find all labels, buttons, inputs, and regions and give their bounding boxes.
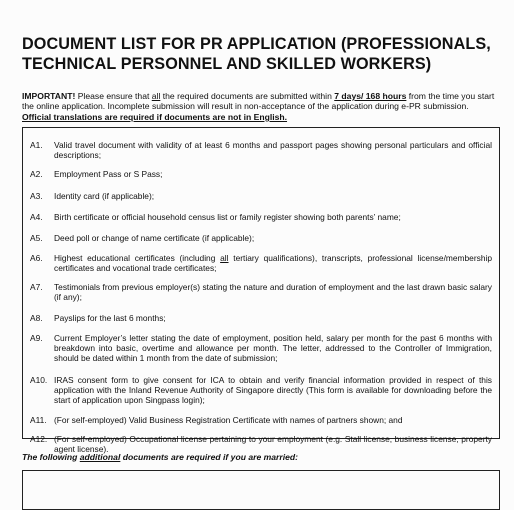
item-number: A11.	[30, 415, 47, 425]
item-number: A1.	[30, 140, 43, 150]
notice-text-1: Please ensure that	[75, 91, 152, 101]
notice-all: all	[151, 91, 161, 101]
married-additional: additional	[79, 452, 121, 462]
list-item-a7	[30, 282, 492, 302]
list-item-a11	[30, 415, 492, 425]
document-title	[22, 34, 502, 74]
document-list-box	[22, 127, 500, 455]
married-heading	[22, 452, 298, 462]
item-number: A3.	[30, 191, 43, 201]
item-text	[54, 253, 492, 273]
title-line-1: DOCUMENT LIST FOR PR APPLICATION (PROFESSIONALS,	[22, 35, 491, 53]
list-item-a4	[30, 212, 492, 222]
item-number: A2.	[30, 169, 43, 179]
translation-note: Official translations are required if documents are not in English.	[22, 111, 288, 122]
notice-text-2: the required documents are submitted within	[160, 91, 335, 101]
item-text: Payslips for the last 6 months;	[54, 313, 166, 323]
married-text-1: The following	[22, 452, 80, 462]
list-item-a10	[30, 375, 492, 406]
item-text: Deed poll or change of name certificate (if applicable);	[54, 233, 255, 243]
item-text: IRAS consent form to give consent for ICA to obtain and verify financial information provided in respect of this application with the Inland Revenue Authority of Singapore directly (This form is available for downloading before the start of application upon Singpass login);	[54, 375, 492, 406]
notice-text-3: from the time you start the online application. Incomplete submission will result in non-acceptance of the application during e-PR submission.	[22, 91, 495, 112]
item-text: Current Employer’s letter stating the date of employment, position held, salary per month for the past 6 months with breakdown into basic, overtime and allowance per month. The letter, addressed to the Controller of Immigration, should be dated within 1 month from the date of submission;	[54, 333, 492, 364]
item-number: A10.	[30, 375, 48, 385]
item-number: A4.	[30, 212, 43, 222]
important-label: IMPORTANT!	[22, 91, 76, 101]
item-text: (For self-employed) Occupational license pertaining to your employment (e.g. Stall license, business license, property agent license).	[54, 434, 492, 455]
item-number: A7.	[30, 282, 43, 292]
list-item-a9	[30, 333, 492, 364]
important-notice	[22, 91, 498, 122]
item-text-pre: Highest educational certificates (including	[54, 253, 221, 263]
title-line-2: TECHNICAL PERSONNEL AND SKILLED WORKERS)	[22, 55, 432, 73]
item-text: Valid travel document with validity of at least 6 months and passport pages showing personal particulars and official descriptions;	[54, 140, 492, 161]
item-text: Birth certificate or official household census list or family register showing both parents’ name;	[54, 212, 401, 222]
item-number: A6.	[30, 253, 43, 263]
item-text: Testimonials from previous employer(s) stating the nature and duration of employment and the last drawn basic salary (if any);	[54, 282, 492, 303]
item-text-emph: all	[220, 253, 229, 263]
list-item-a2	[30, 169, 492, 179]
notice-deadline: 7 days/ 168 hours	[334, 91, 407, 101]
item-text-post: tertiary qualifications), transcripts, professional license/membership certificates and vocational trade certificates;	[54, 253, 492, 274]
list-item-a5	[30, 233, 492, 243]
married-text-2: documents are required if you are married:	[120, 452, 299, 462]
item-number: A12.	[30, 434, 48, 444]
married-documents-box	[22, 470, 500, 510]
item-number: A9.	[30, 333, 43, 343]
list-item-a1	[30, 140, 492, 160]
item-text: Identity card (if applicable);	[54, 191, 155, 201]
list-item-a8	[30, 313, 492, 323]
list-item-a6	[30, 253, 492, 273]
item-text: Employment Pass or S Pass;	[54, 169, 163, 179]
list-item-a3	[30, 191, 492, 201]
item-text: (For self-employed) Valid Business Registration Certificate with names of partners shown; and	[54, 415, 403, 425]
item-number: A5.	[30, 233, 43, 243]
item-number: A8.	[30, 313, 43, 323]
